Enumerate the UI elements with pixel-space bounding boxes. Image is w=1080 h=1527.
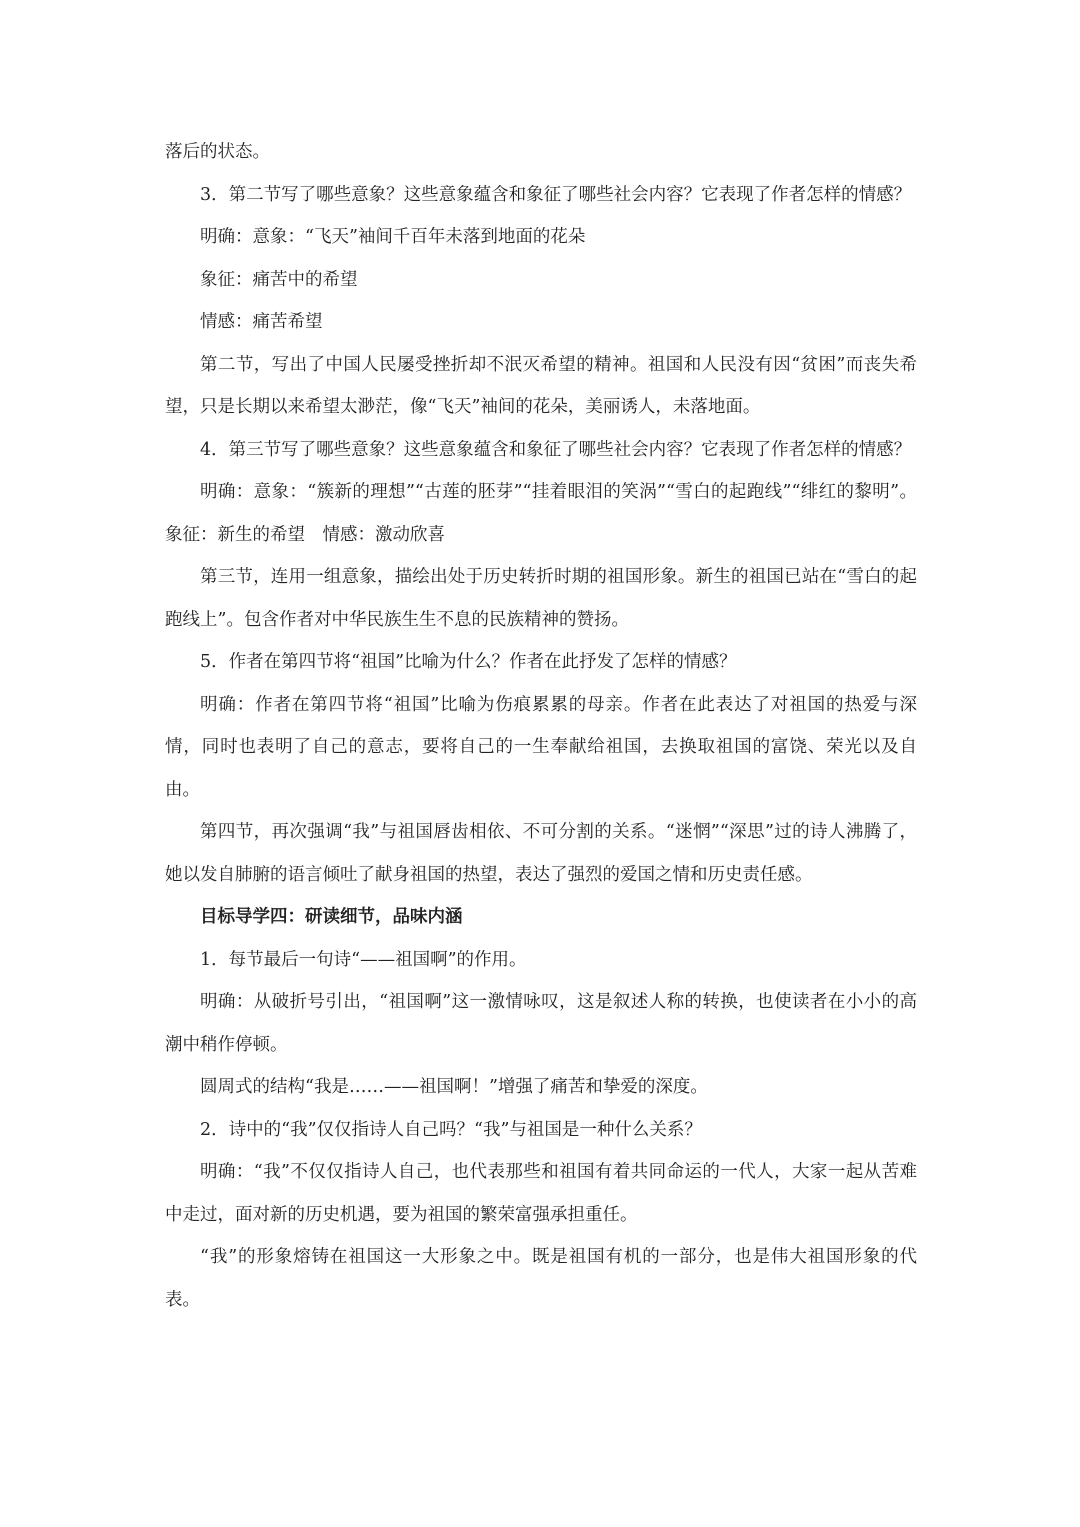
paragraph: 第三节，连用一组意象，描绘出处于历史转折时期的祖国形象。新生的祖国已站在“雪白的起跑线上”。包含作者对中华民族生生不息的民族精神的赞扬。: [165, 567, 917, 630]
paragraph: “我”的形象熔铸在祖国这一大形象之中。既是祖国有机的一部分，也是伟大祖国形象的代表。: [165, 1247, 917, 1310]
answer-paragraph: 明确：从破折号引出，“祖国啊”这一激情咏叹，这是叙述人称的转换，也使读者在小小的高潮中稍作停顿。: [165, 992, 917, 1055]
document-body: [165, 131, 917, 1321]
paragraph: 落后的状态。: [165, 142, 270, 162]
paragraph: 圆周式的结构“我是……——祖国啊！”增强了痛苦和挚爱的深度。: [200, 1077, 708, 1097]
paragraph: 第四节，再次强调“我”与祖国唇齿相依、不可分割的关系。“迷惘”“深思”过的诗人沸腾了，她以发自肺腑的语言倾吐了献身祖国的热望，表达了强烈的爱国之情和历史责任感。: [165, 822, 917, 885]
answer-paragraph: 明确：意象：“簇新的理想”“古莲的胚芽”“挂着眼泪的笑涡”“雪白的起跑线”“绯红的黎明”。象征：新生的希望 情感：激动欣喜: [165, 482, 917, 545]
question-paragraph: 4．第三节写了哪些意象？这些意象蕴含和象征了哪些社会内容？它表现了作者怎样的情感？: [200, 439, 912, 460]
answer-paragraph: 明确：作者在第四节将“祖国”比喻为伤痕累累的母亲。作者在此表达了对祖国的热爱与深情，同时也表明了自己的意志，要将自己的一生奉献给祖国，去换取祖国的富饶、荣光以及自由。: [165, 694, 917, 800]
section-heading: 目标导学四：研读细节，品味内涵: [200, 907, 463, 927]
question-paragraph: 1．每节最后一句诗“——祖国啊”的作用。: [200, 949, 527, 970]
answer-paragraph: 象征：痛苦中的希望: [200, 269, 358, 290]
answer-paragraph: 明确：“我”不仅仅指诗人自己，也代表那些和祖国有着共同命运的一代人，大家一起从苦难中走过，面对新的历史机遇，要为祖国的繁荣富强承担重任。: [165, 1162, 917, 1225]
question-paragraph: 3．第二节写了哪些意象？这些意象蕴含和象征了哪些社会内容？它表现了作者怎样的情感？: [200, 184, 912, 205]
answer-paragraph: 明确：意象：“飞天”袖间千百年未落到地面的花朵: [200, 227, 586, 247]
question-paragraph: 2．诗中的“我”仅仅指诗人自己吗？“我”与祖国是一种什么关系？: [200, 1119, 702, 1140]
paragraph: 第二节，写出了中国人民屡受挫折却不泯灭希望的精神。祖国和人民没有因“贫困”而丧失希望，只是长期以来希望太渺茫，像“飞天”袖间的花朵，美丽诱人，未落地面。: [165, 354, 917, 417]
answer-paragraph: 情感：痛苦希望: [200, 312, 323, 332]
question-paragraph: 5．作者在第四节将“祖国”比喻为什么？作者在此抒发了怎样的情感？: [200, 652, 737, 672]
